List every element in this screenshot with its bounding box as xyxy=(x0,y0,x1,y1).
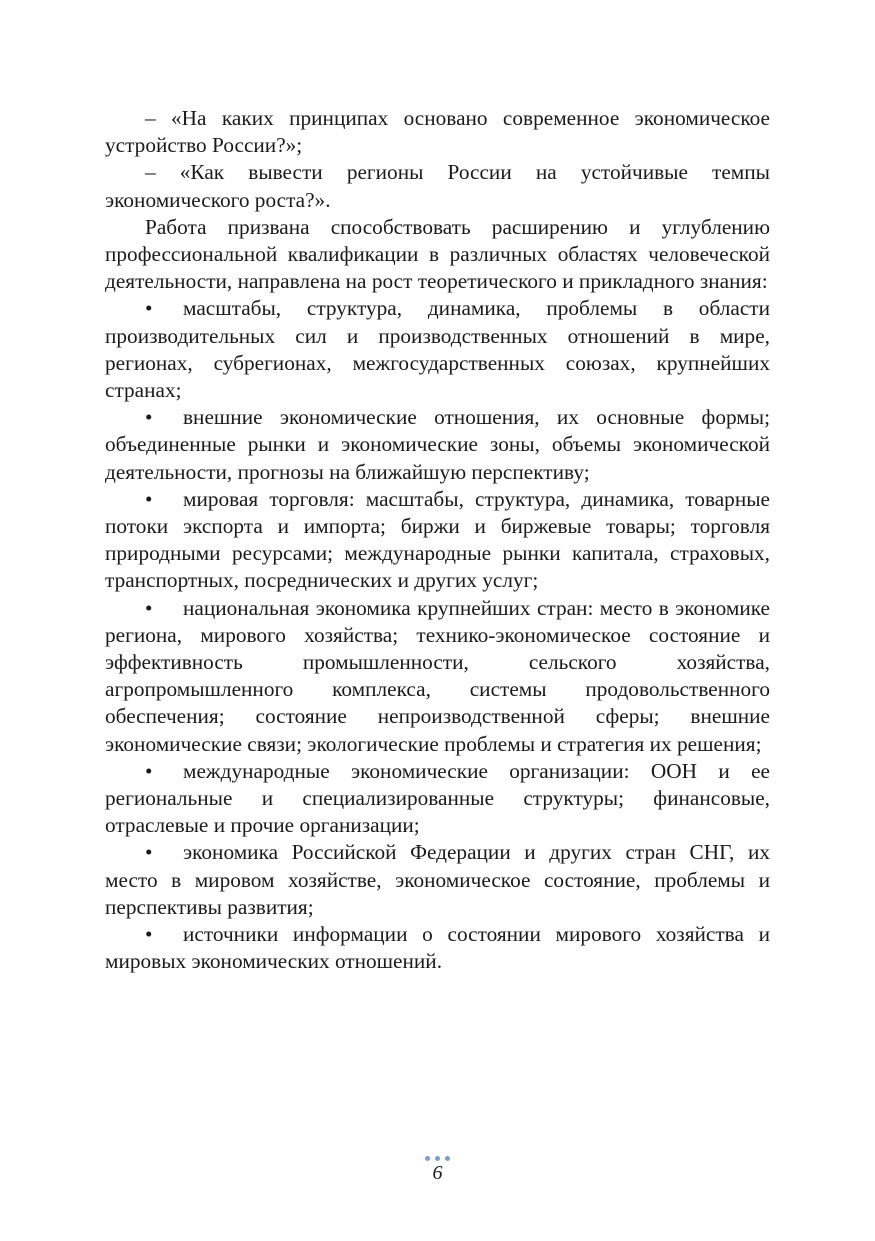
list-item-text: масштабы, структура, динамика, проблемы в области производительных сил и производственных отношений в мире, регионах, субрегионах, межгосударственных союзах, крупнейших странах; xyxy=(105,296,770,403)
list-item xyxy=(105,404,770,486)
list-item xyxy=(105,921,770,975)
list-item-text: экономика Российской Федерации и других стран СНГ, их место в мировом хозяйстве, экономическое состояние, проблемы и перспективы развития; xyxy=(105,840,770,919)
bullet-icon: • xyxy=(145,922,153,947)
list-item xyxy=(105,486,770,595)
paragraph-question-2: – «Как вывести регионы России на устойчивые темпы экономического роста?». xyxy=(105,160,770,212)
list-item xyxy=(105,839,770,921)
list-item-text: внешние экономические отношения, их основные формы; объединенные рынки и экономические зоны, объемы экономической деятельности, прогнозы на ближайшую перспективу; xyxy=(105,405,770,484)
bullet-icon: • xyxy=(145,405,153,430)
bullet-icon: • xyxy=(145,758,153,783)
dot-icon xyxy=(425,1156,430,1161)
list-item xyxy=(105,758,770,840)
list-item-text: международные экономические организации: ООН и ее региональные и специализированные структуры; финансовые, отраслевые и прочие организации; xyxy=(105,758,770,838)
bullet-icon: • xyxy=(145,840,153,865)
page-number: 6 xyxy=(432,1162,443,1184)
list-item-text: источники информации о состоянии мирового хозяйства и мировых экономических отношений. xyxy=(105,922,770,974)
dot-icon xyxy=(445,1156,450,1161)
paragraph-intro: Работа призвана способствовать расширению и углублению профессиональной квалификации в различных областях человеческой деятельности, направлена на рост теоретического и прикладного знания: xyxy=(105,214,770,294)
list-item xyxy=(105,595,770,758)
list-item-text: национальная экономика крупнейших стран: место в экономике региона, мирового хозяйства; технико-экономическое состояние и эффективность промышленности, сельского хозяйства, агропромышленного комплекса, системы продовольственного обеспечения; состояние непроизводственной сферы; внешние экономические связи; экологические проблемы и стратегия их решения; xyxy=(105,595,770,756)
bullet-icon: • xyxy=(145,486,153,511)
page-body xyxy=(105,105,770,976)
list-item-text: мировая торговля: масштабы, структура, динамика, товарные потоки экспорта и импорта; биржи и биржевые товары; торговля природными ресурсами; международные рынки капитала, страховых, транспортных, посреднических и других услуг; xyxy=(105,486,770,593)
list-item xyxy=(105,295,770,404)
bullet-icon: • xyxy=(145,595,153,620)
page-footer xyxy=(0,1156,875,1184)
dot-icon xyxy=(435,1156,440,1161)
paragraph-question-1: – «На каких принципах основано современное экономическое устройство России?»; xyxy=(105,106,770,158)
bullet-icon: • xyxy=(145,296,153,321)
decorative-dots-icon xyxy=(0,1156,875,1161)
